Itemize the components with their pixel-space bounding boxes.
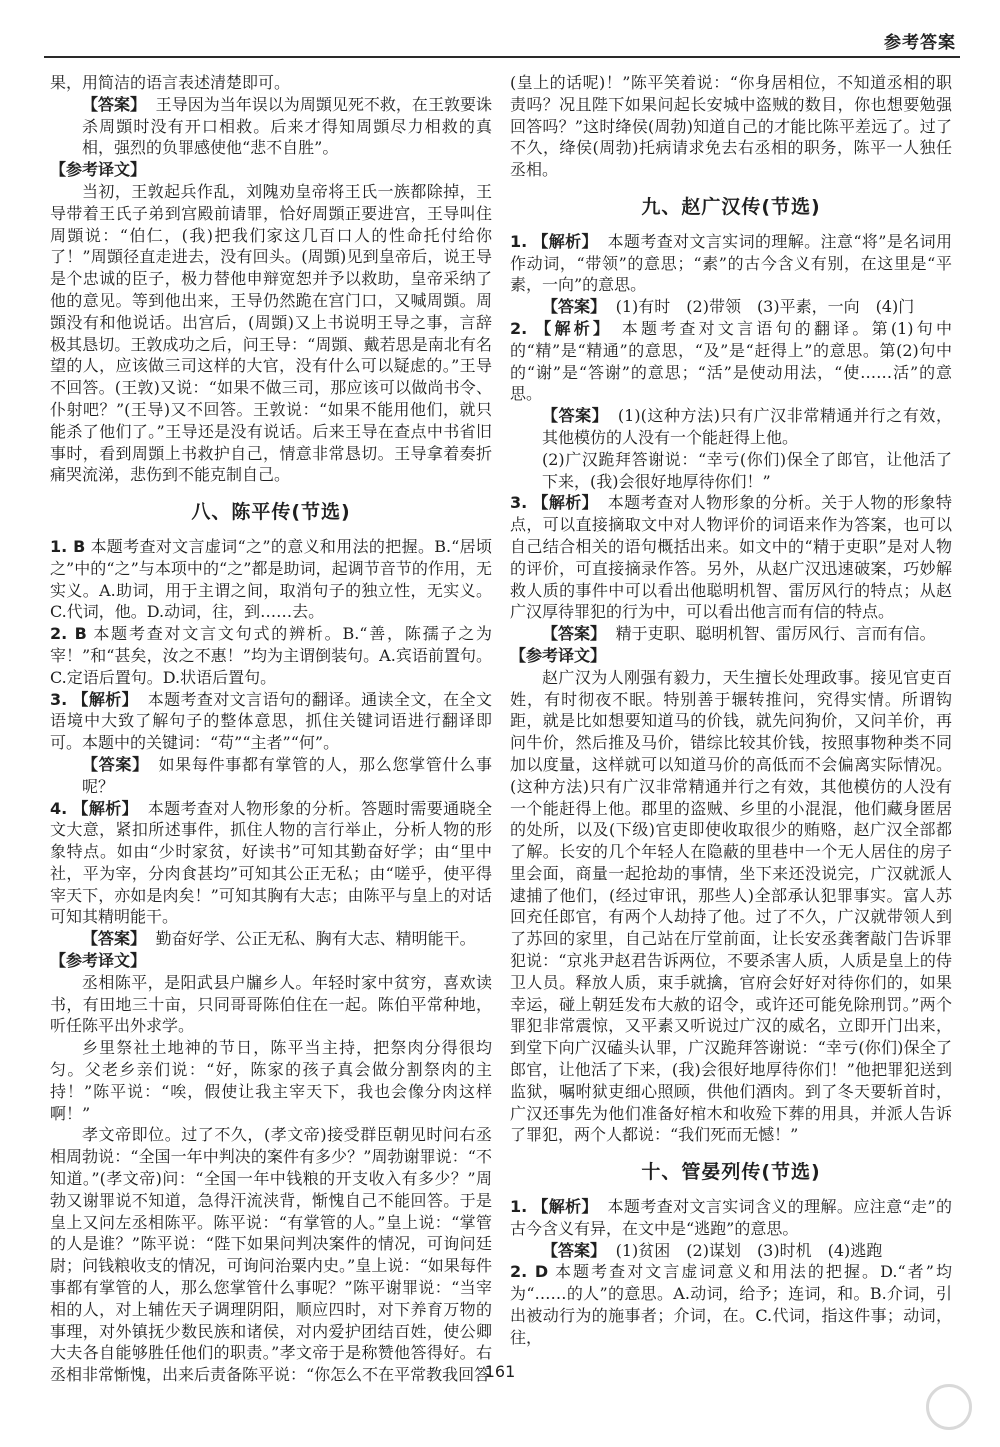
left-column bbox=[50, 72, 492, 1385]
reference-translation-label: 【参考译文】 bbox=[510, 645, 607, 665]
reference-translation: 孝文帝即位。过了不久，(孝文帝)接受群臣朝见时问右丞相周勃说：“全国一年中判决的案件有多少？”周勃谢罪说：“不知道。”(孝文帝)问：“全国一年中钱粮的开支收入有多少？”周勃又谢罪说不知道，急得汗流浃背，惭愧自己不能回答。于是皇上又问左丞相陈平。陈平说：“有掌管的人。”皇上说：“掌管的人是谁？”陈平说：“陛下如果问判决案件的情况，可询问廷尉；问钱粮收支的情况，可询问治粟内史。”皇上说：“如果每件事都有掌管的人，那么您掌管什么事呢？”陈平谢罪说：“当宰相的人，对上辅佐天子调理阴阳，顺应四时，对下养育万物的事理，对外镇抚少数民族和诸侯，对内爱护团结百姓，使公卿大夫各自能够胜任他们的职责。”孝文帝于是称赞他答得好。右丞相非常惭愧，出来后责备陈平说：“你怎么不在平常教我回答 bbox=[50, 1125, 492, 1385]
continued-text: (皇上的话呢)！”陈平笑着说：“你身居相位，不知道丞相的职责吗？况且陛下如果问起长安城中盗贼的数目，你也想要勉强回答吗？”这时绛侯(周勃)知道自己的才能比陈平差远了。过了不久，绛侯(周勃)托病请求免去右丞相的职务，陈平一人独任丞相。 bbox=[510, 73, 952, 180]
section-title-10: 十、管晏列传(节选) bbox=[641, 1161, 821, 1184]
reference-translation: 赵广汉为人刚强有毅力，天生擅长处理政事。接见官吏百姓，有时彻夜不眠。特别善于辗转推问，究得实情。所谓钩距，就是比如想要知道马的价钱，就先问狗价，又问羊价，再问牛价，然后推及马价，错综比较其价钱，按照事物种类不同加以度量，这样就可以知道马价的高低而不会偏离实际情况。(这种方法)只有广汉非常精通并行之有效，其他模仿的人没有一个能赶得上他。郡里的盗贼、乡里的小混混，他们藏身匿居的处所，以及(下级)官吏即使收取很少的贿赂，赵广汉全部都了解。长安的几个年轻人在隐蔽的里巷中一个无人居住的房子里会面，商量一起抢劫的事情，坐下来还没说完，广汉就派人逮捕了他们，(经过审讯，那些人)全部承认犯罪事实。富人苏回充任郎官，有两个人劫持了他。过了不久，广汉就带领人到了苏回的家里，自己站在厅堂前面，让长安丞龚奢敲门告诉罪犯说：“京兆尹赵君告诉两位，不要杀害人质，人质是皇上的侍卫人员。释放人质，束手就擒，官府会好好对待你们的，如果幸运，碰上朝廷发布大赦的诏令，或许还可能免除刑罚。”两个罪犯非常震惊，又平素又听说过广汉的威名，立即开门出来，到堂下向广汉磕头认罪，广汉跪拜答谢说：“幸亏(你们)保全了郎官，让他活了下来，(我)会很好地厚待你们！”他把罪犯送到监狱，嘱咐狱吏细心照顾，供他们酒肉。到了冬天要斩首时，广汉还事先为他们准备好棺木和收殓下葬的用具，并派人告诉了罪犯，两个人都说：“我们死而无憾！” bbox=[510, 667, 952, 1145]
question-item: 1. 【解析】 本题考查对文言实词的理解。注意“将”是名词用作动词，“带领”的意思；“素”的古今含义有别，在这里是“平素，一向”的意思。 bbox=[510, 231, 952, 295]
section-title-8: 八、陈平传(节选) bbox=[191, 501, 351, 524]
reference-translation-label: 【参考译文】 bbox=[50, 951, 147, 971]
reference-translation: 当初，王敦起兵作乱，刘隗劝皇帝将王氏一族都除掉，王导带着王氏子弟到宫殿前请罪，恰好周顗正要进宫，王导叫住周顗说：“伯仁，(我)把我们家这几百口人的性命托付给你了！”周顗径直走进去，没有回头。(周顗)见到皇帝后，说王导是个忠诚的臣子，极力替他申辩宽恕并予以救助，皇帝采纳了他的意见。等到他出来，王导仍然跪在宫门口，又喊周顗。周顗没有和他说话。出宫后，(周顗)又上书说明王导之事，言辞极其恳切。王敦成功之后，问王导：“周顗、戴若思是南北有名望的人，应该做三司这样的大官，没有什么可以疑虑的。”王导不回答。(王敦)又说：“如果不做三司，那应该可以做尚书令、仆射吧？”(王导)又不回答。王敦说：“如果不能用他们，就只能杀了他们了。”王导还是没有说话。后来王导在查点中书省旧事时，看到周顗上书救护自己，情意非常恳切。王导拿着奏折痛哭流涕，悲伤到不能克制自己。 bbox=[50, 181, 492, 485]
reference-translation: 乡里祭社土地神的节日，陈平当主持，把祭肉分得很均匀。父老乡亲们说：“好，陈家的孩子真会做分割祭肉的主持！”陈平说：“唉，假使让我主宰天下，我也会像分肉这样啊！” bbox=[50, 1038, 492, 1123]
page-number: 161 bbox=[484, 1362, 516, 1381]
question-item: 3. 【解析】 本题考查对文言语句的翻译。通读全文，在全文语境中大致了解句子的整体意思，抓住关键词语进行翻译即可。本题中的关键词：“苟”“主者”“何”。 bbox=[50, 689, 492, 753]
answer-item: 【答案】 (1)贫困 (2)谋划 (3)时机 (4)逃跑 bbox=[542, 1240, 883, 1260]
question-item: 3. 【解析】 本题考查对人物形象的分析。关于人物的形象特点，可以直接摘取文中对人物评价的词语来作为答案，也可以自己结合相关的语句概括出来。如文中的“精于吏职”是对人物的评价，可直接摘录作答。另外，从赵广汉迅速破案，巧妙解救人质的事件中可以看出他聪明机智、雷厉风行的特点；从赵广汉厚待罪犯的行为中，可以看出他言而有信的特点。 bbox=[510, 493, 952, 622]
right-column bbox=[510, 72, 952, 1362]
reference-translation-label: 【参考译文】 bbox=[50, 160, 147, 180]
question-item: 1. B 本题考查对文言虚词“之”的意义和用法的把握。B.“居顷之”中的“之”与本项中的“之”都是助词，起调节音节的作用，无实义。A.助词，用于主谓之间，取消句子的独立性，无实义。C.代词，他。D.动词，往，到……去。 bbox=[50, 536, 492, 622]
watermark-circle-icon bbox=[926, 1384, 972, 1430]
answer-item: (2)广汉跪拜答谢说：“幸亏(你们)保全了郎官，让他活了下来，(我)会很好地厚待你们！” bbox=[542, 449, 952, 491]
header-rule bbox=[44, 56, 960, 58]
answer-item: 【答案】 (1)(这种方法)只有广汉非常精通并行之有效，其他模仿的人没有一个能赶得上他。 bbox=[542, 406, 952, 447]
question-item: 4. 【解析】 本题考查对人物形象的分析。答题时需要通晓全文大意，紧扣所述事件，抓住人物的言行举止，分析人物的形象特点。如由“少时家贫，好读书”可知其勤奋好学；由“里中社，平为宰，分肉食甚均”可知其公正无私；由“嗟乎，使平得宰天下，亦如是肉矣！”可知其胸有大志；由陈平与皇上的对话可知其精明能干。 bbox=[50, 798, 492, 927]
header-title: 参考答案 bbox=[884, 33, 956, 53]
answer-item: 【答案】 精于吏职、聪明机智、雷厉风行、言而有信。 bbox=[542, 624, 936, 644]
question-item: 1. 【解析】 本题考查对文言实词含义的理解。应注意“走”的古今含义有异，在文中是“逃跑”的意思。 bbox=[510, 1197, 952, 1238]
intro-text: 果，用简洁的语言表述清楚即可。 bbox=[50, 73, 291, 92]
intro-answer: 【答案】 王导因为当年误以为周顗见死不救，在王敦要诛杀周顗时没有开口相救。后来才得知周顗尽力相救的真相，强烈的负罪感使他“悲不自胜”。 bbox=[82, 94, 492, 158]
answer-item: 【答案】 如果每件事都有掌管的人，那么您掌管什么事呢？ bbox=[82, 754, 492, 796]
question-item: 2. 【解析】 本题考查对文言语句的翻译。第(1)句中的“精”是“精通”的意思，“及”是“赶得上”的意思。第(2)句中的“谢”是“答谢”的意思；“活”是使动用法，“使……活”的意思。 bbox=[510, 318, 952, 404]
watermark-logo bbox=[788, 1378, 978, 1440]
question-item: 2. D 本题考查对文言虚词意义和用法的把握。D.“者”均为“……的人”的意思。A.动词，给予；连词，和。B.介词，引出被动行为的施事者；介词，在。C.代词，指这件事；动词，往， bbox=[510, 1262, 952, 1347]
question-item: 2. B 本题考查对文言文句式的辨析。B.“善，陈孺子之为宰！”和“甚矣，汝之不惠！”均为主谓倒装句。A.宾语前置句。C.定语后置句。D.状语后置句。 bbox=[50, 624, 492, 687]
answer-item: 【答案】 (1)有时 (2)带领 (3)平素，一向 (4)门 bbox=[542, 297, 915, 317]
reference-translation: 丞相陈平，是阳武县户牖乡人。年轻时家中贫穷，喜欢读书，有田地三十亩，只同哥哥陈伯住在一起。陈伯平常种地，听任陈平出外求学。 bbox=[50, 972, 492, 1036]
section-title-9: 九、赵广汉传(节选) bbox=[641, 195, 821, 218]
answer-item: 【答案】 勤奋好学、公正无私、胸有大志、精明能干。 bbox=[82, 929, 476, 949]
